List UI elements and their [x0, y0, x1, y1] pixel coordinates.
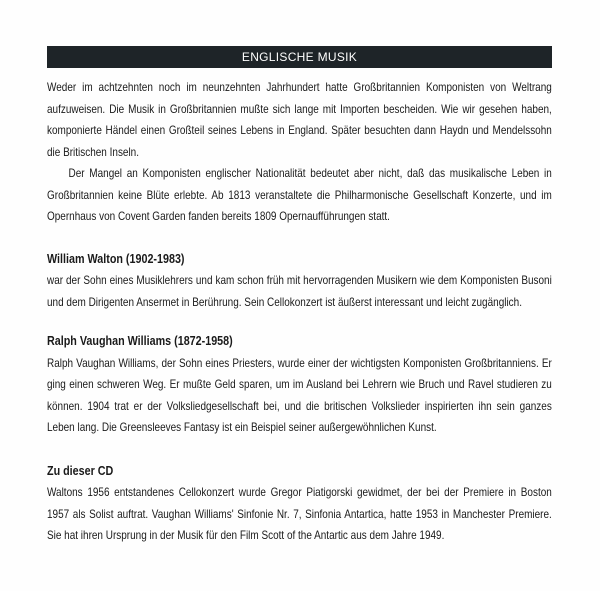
- banner-title: ENGLISCHE MUSIK: [241, 50, 358, 64]
- intro-paragraph-1: Weder im achtzehnten noch im neunzehnten Jahrhundert hatte Großbritannien Komponisten von Weltrang aufzuweisen. Die Musik in Großbritannien mußte sich lange mit Importen bescheiden. Wie wir gesehen haben, komponierte Händel einen Großteil seines Lebens in England. Später besuchten dann Haydn und Mendelssohn die Britischen Inseln.: [47, 81, 552, 159]
- walton-heading: William Walton (1902-1983): [47, 251, 185, 266]
- intro-paragraph-2: Der Mangel an Komponisten englischer Nationalität bedeutet aber nicht, daß das musikalische Leben in Großbritannien keine Blüte erlebte. Ab 1813 veranstaltete die Philharmonische Gesellschaft Konzerte, und im Opernhaus von Covent Garden fanden bereits 1809 Opernaufführungen statt.: [47, 167, 552, 223]
- spacer: [47, 439, 552, 461]
- spacer: [47, 313, 552, 331]
- section-banner: [47, 46, 552, 68]
- article-body: [47, 77, 552, 547]
- spacer: [47, 228, 552, 249]
- vaughan-williams-paragraph: Ralph Vaughan Williams, der Sohn eines Priesters, wurde einer der wichtigsten Komponisten Großbritanniens. Er ging einen schweren Weg. Er mußte Geld sparen, um im Ausland bei Lehrern wie Bruch und Ravel studieren zu können. 1904 trat er der Volksliedgesellschaft bei, und die britischen Volkslieder inspirierten ihn sein ganzes Leben lang. Die Greensleeves Fantasy ist ein Beispiel seiner außergewöhnlichen Kunst.: [47, 356, 552, 434]
- vaughan-williams-heading: Ralph Vaughan Williams (1872-1958): [47, 334, 233, 348]
- walton-paragraph: war der Sohn eines Musiklehrers und kam schon früh mit hervorragenden Musikern wie dem Komponisten Busoni und dem Dirigenten Ansermet in Berührung. Sein Cellokonzert ist äußerst interessant und leicht zugänglich.: [47, 274, 552, 309]
- cd-heading: Zu dieser CD: [47, 463, 114, 478]
- cd-paragraph: Waltons 1956 entstandenes Cellokonzert wurde Gregor Piatigorski gewidmet, der bei der Premiere in Boston 1957 als Solist auftrat. Vaughan Williams' Sinfonie Nr. 7, Sinfonia Antartica, hatte 1953 in Manchester Premiere. Sie hat ihren Ursprung in der Musik für den Film Scott of the Antartic aus dem Jahre 1949.: [47, 486, 552, 542]
